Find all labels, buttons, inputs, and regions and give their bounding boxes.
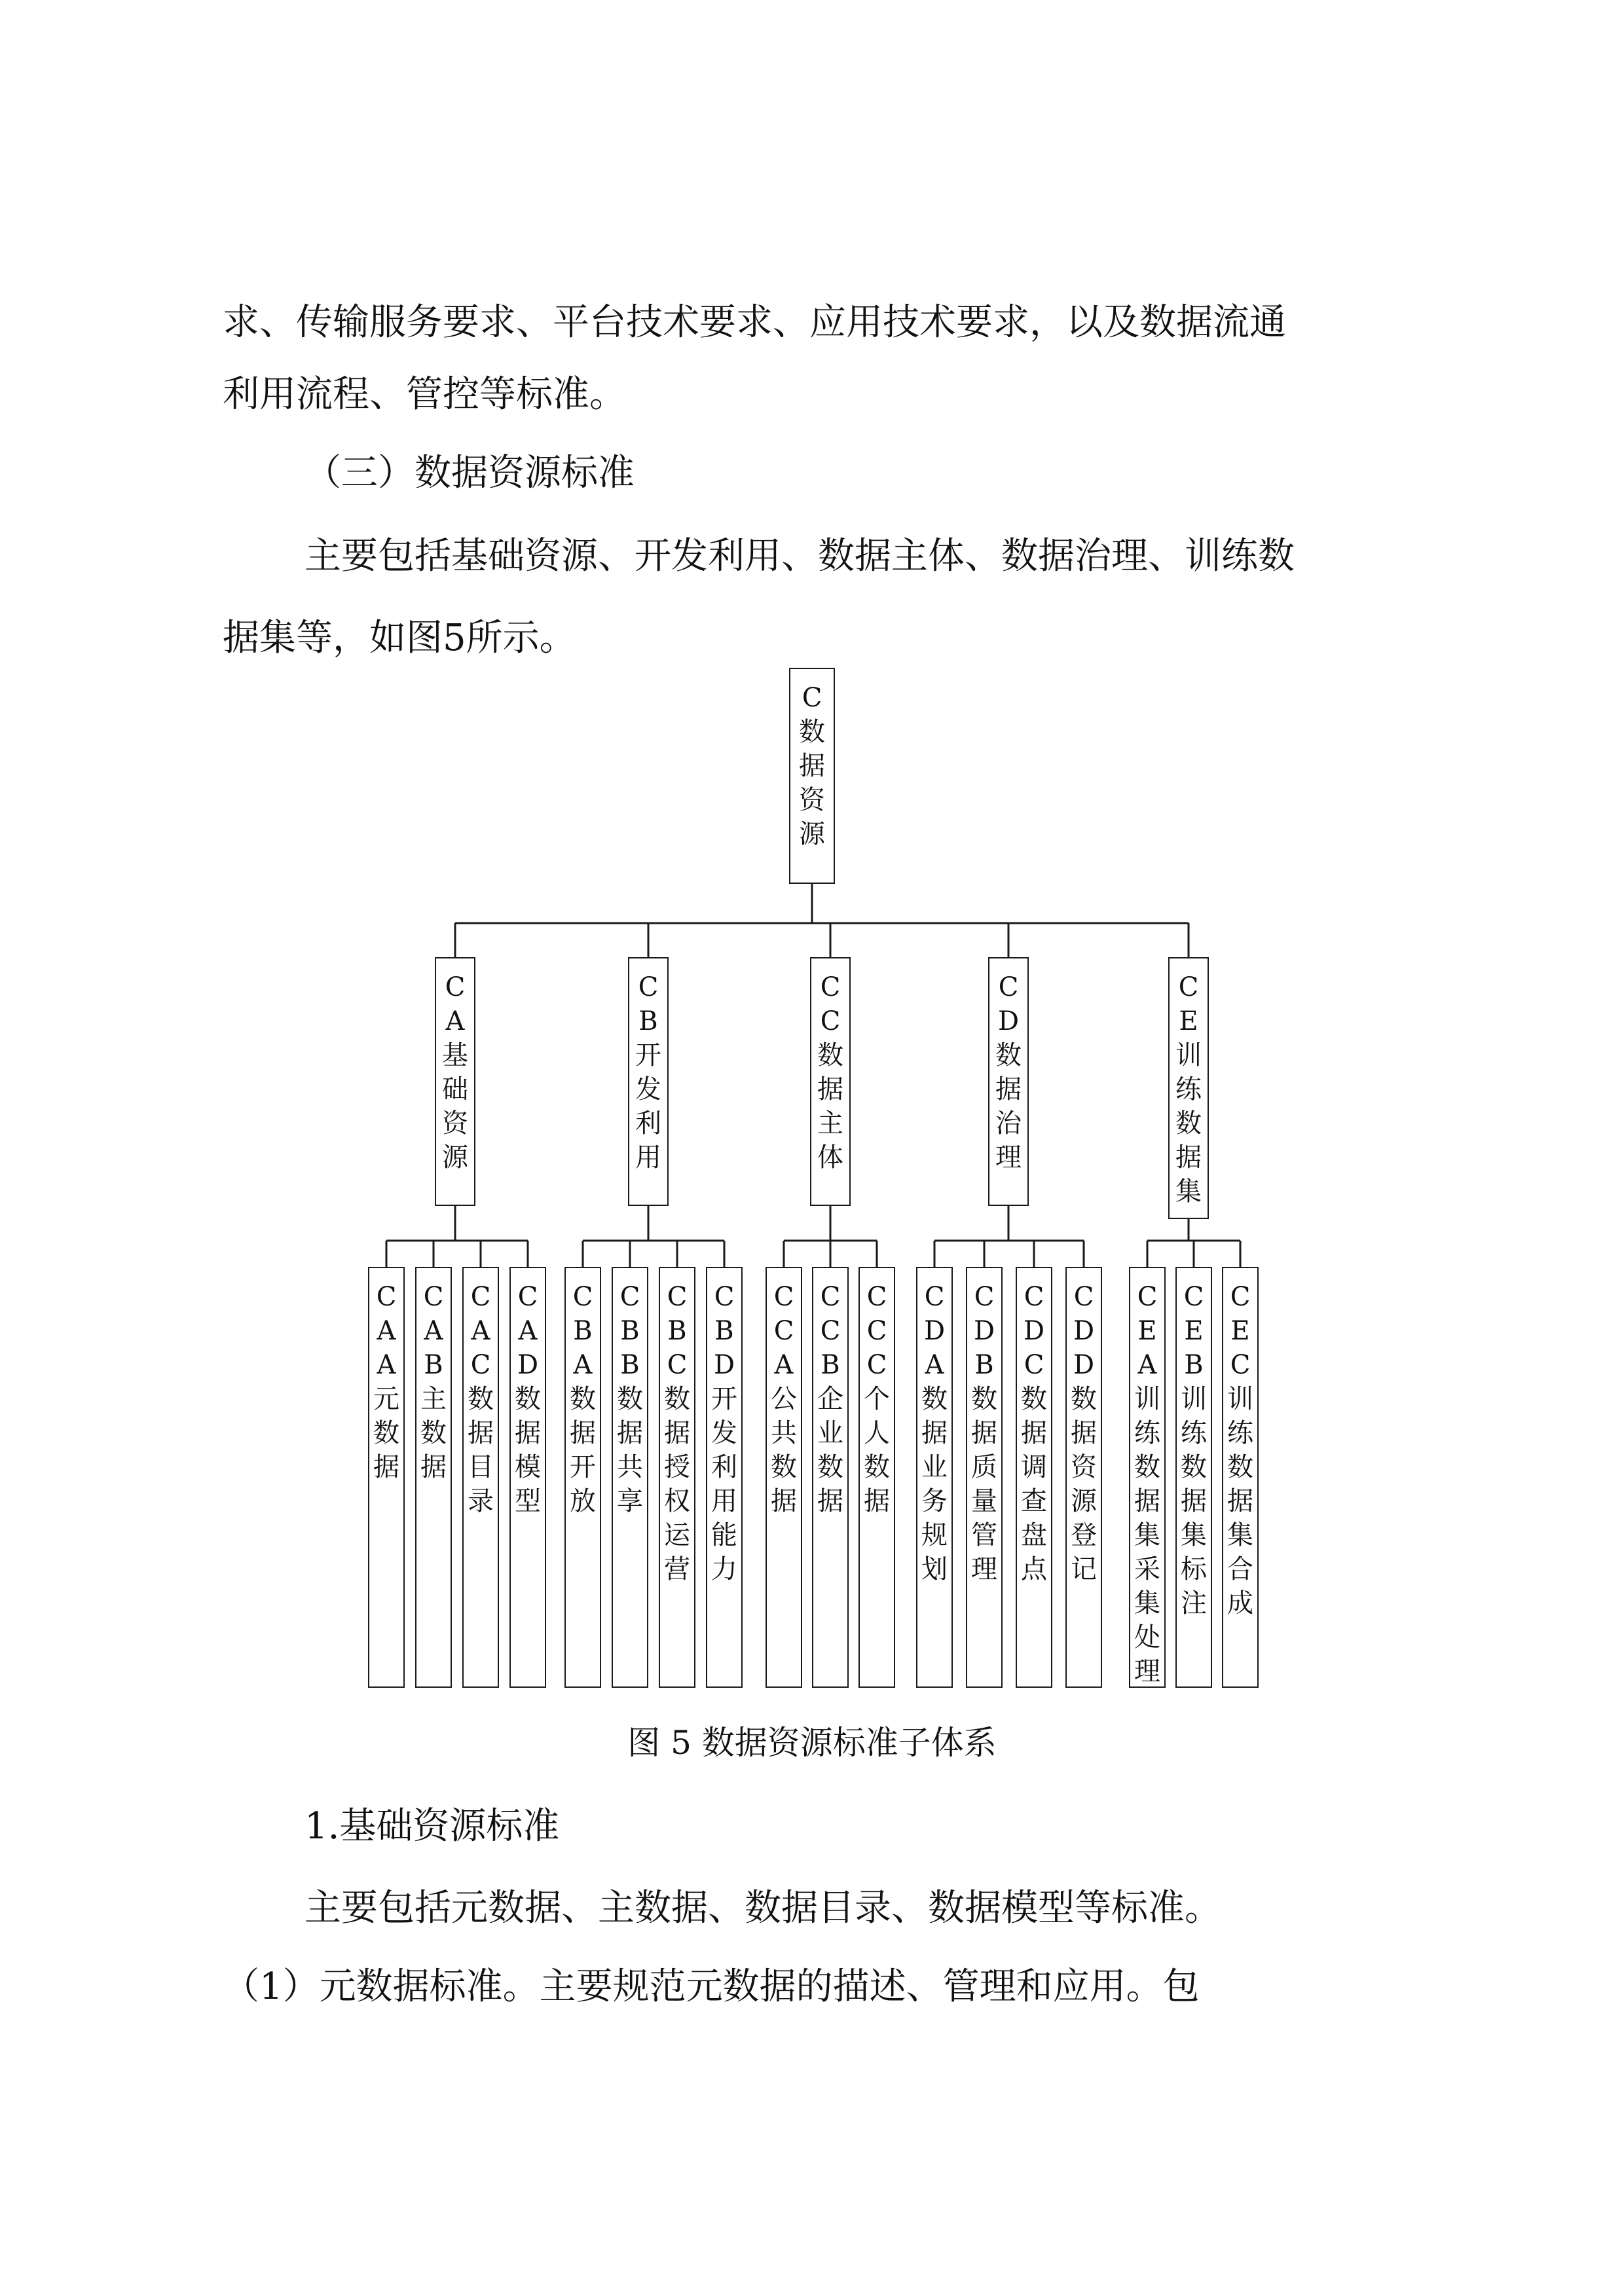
leaf-node: C E A 训 练 数 据 集 采 集 处 理	[1129, 1267, 1166, 1688]
category-node: C E 训 练 数 据 集	[1168, 957, 1209, 1219]
leaf-node: C A A 元 数 据	[368, 1267, 405, 1688]
paragraph-line: 据集等，如图5所示。	[223, 617, 576, 659]
paragraph-line: 求、传输服务要求、平台技术要求、应用技术要求，以及数据流通	[223, 301, 1286, 344]
leaf-node: C D C 数 据 调 查 盘 点	[1016, 1267, 1052, 1688]
paragraph-line: 利用流程、管控等标准。	[223, 373, 626, 416]
leaf-node: C C C 个 人 数 据	[858, 1267, 895, 1688]
leaf-node: C B C 数 据 授 权 运 营	[659, 1267, 695, 1688]
category-node: C B 开 发 利 用	[628, 957, 669, 1206]
leaf-node: C A D 数 据 模 型	[509, 1267, 546, 1688]
category-node: C A 基 础 资 源	[435, 957, 475, 1206]
category-node: C C 数 据 主 体	[810, 957, 851, 1206]
leaf-node: C E C 训 练 数 据 集 合 成	[1222, 1267, 1259, 1688]
leaf-node: C B B 数 据 共 享	[612, 1267, 648, 1688]
paragraph-line: 主要包括基础资源、开发利用、数据主体、数据治理、训练数	[304, 535, 1295, 577]
leaf-node: C B D 开 发 利 用 能 力	[706, 1267, 743, 1688]
leaf-node: C E B 训 练 数 据 集 标 注	[1175, 1267, 1212, 1688]
leaf-node: C A B 主 数 据	[415, 1267, 452, 1688]
leaf-node: C D D 数 据 资 源 登 记	[1065, 1267, 1102, 1688]
section-heading: （三）数据资源标准	[304, 452, 635, 494]
root-node: C 数 据 资 源	[789, 668, 835, 884]
leaf-node: C C A 公 共 数 据	[766, 1267, 802, 1688]
leaf-node: C C B 企 业 数 据	[812, 1267, 849, 1688]
leaf-node: C D A 数 据 业 务 规 划	[916, 1267, 953, 1688]
category-node: C D 数 据 治 理	[988, 957, 1029, 1206]
paragraph-line: 主要包括元数据、主数据、数据目录、数据模型等标准。	[304, 1887, 1221, 1929]
subsection-heading: 1.基础资源标准	[304, 1805, 560, 1848]
leaf-node: C B A 数 据 开 放	[564, 1267, 601, 1688]
leaf-node: C A C 数 据 目 录	[462, 1267, 499, 1688]
paragraph-line: （1）元数据标准。主要规范元数据的描述、管理和应用。包	[223, 1965, 1200, 2008]
figure-caption: 图 5 数据资源标准子体系	[627, 1724, 997, 1762]
leaf-node: C D B 数 据 质 量 管 理	[966, 1267, 1003, 1688]
